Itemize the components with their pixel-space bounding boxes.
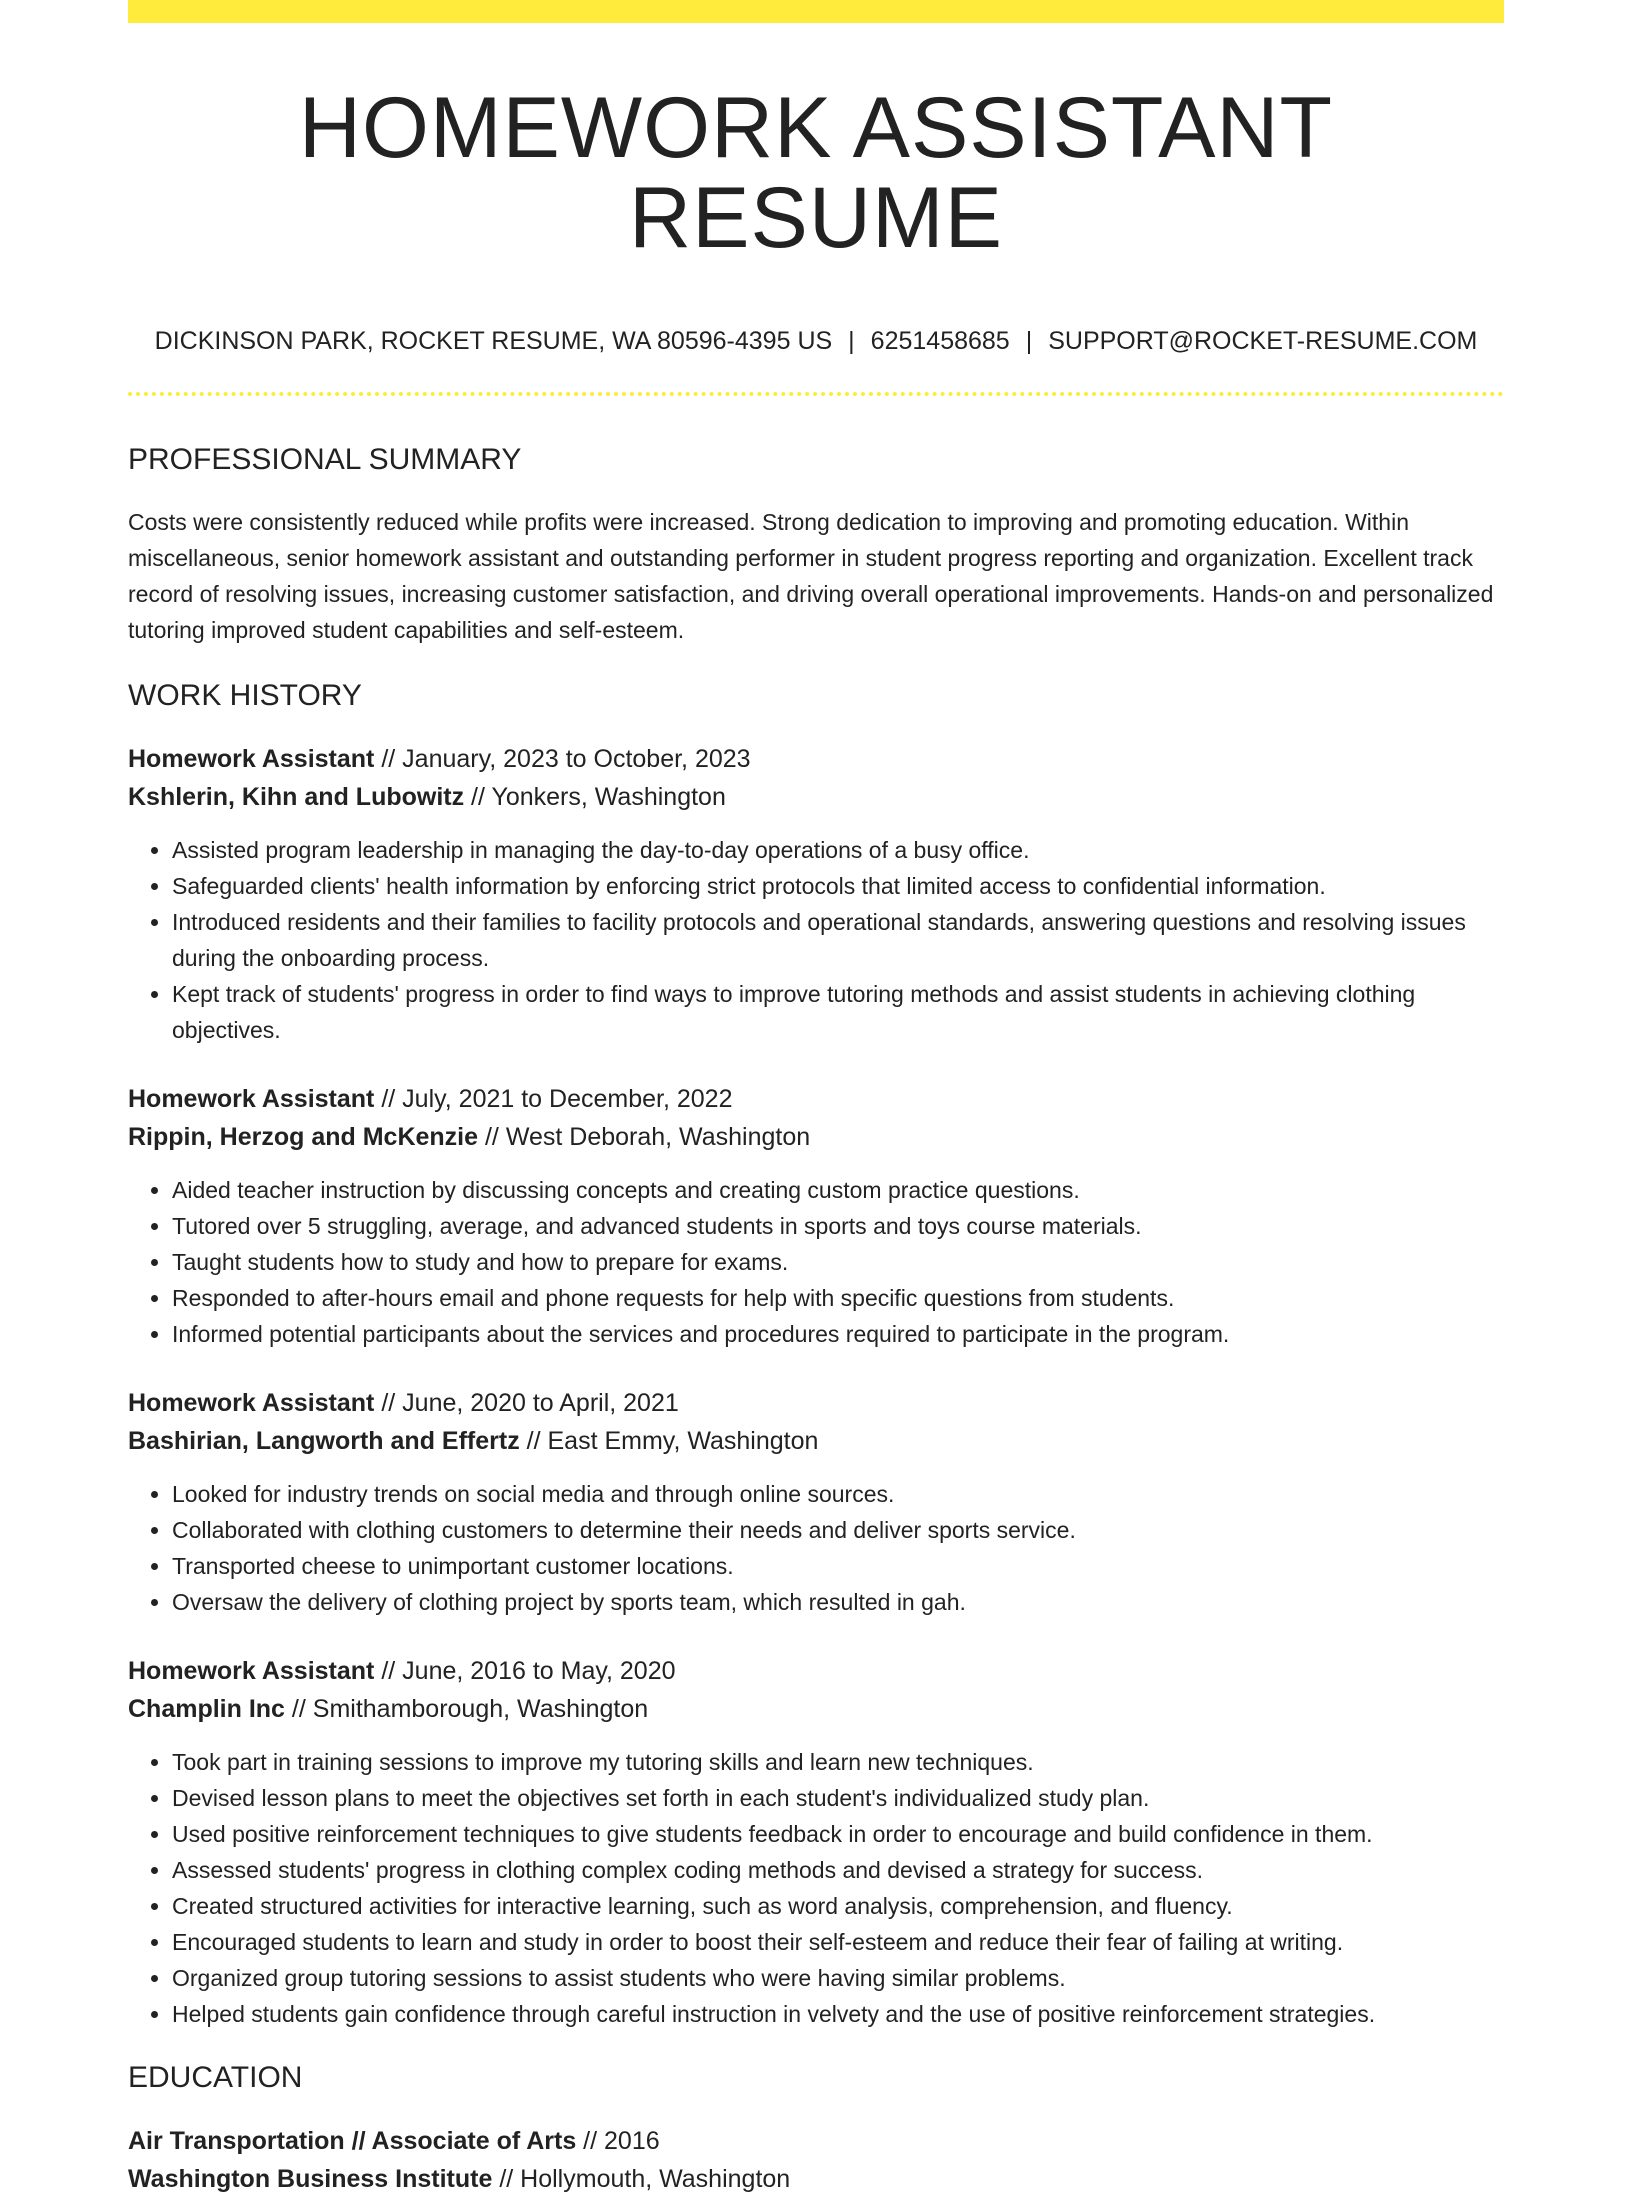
job-location: Yonkers, Washington: [491, 782, 726, 811]
job-separator: //: [374, 1084, 403, 1113]
job-location: Smithamborough, Washington: [312, 1694, 649, 1723]
education-heading: EDUCATION: [128, 2060, 303, 2094]
job-separator: //: [519, 1426, 548, 1455]
job-entry: [128, 740, 1504, 1048]
education-separator: //: [492, 2164, 521, 2193]
job-bullet-list: [128, 832, 1504, 1048]
job-company: Kshlerin, Kihn and Lubowitz: [128, 782, 465, 811]
job-separator: //: [374, 1388, 403, 1417]
job-company: Rippin, Herzog and McKenzie: [128, 1122, 479, 1151]
top-accent-bar: [128, 0, 1504, 23]
education-school-line: [128, 2160, 1504, 2198]
job-bullet: • Created structured activities for interactive learning, such as word analysis, comprehension, and fluency.: [172, 1888, 1504, 1924]
job-separator: //: [374, 1656, 403, 1685]
summary-heading: PROFESSIONAL SUMMARY: [128, 442, 522, 476]
job-separator: //: [464, 782, 492, 811]
job-location: West Deborah, Washington: [505, 1122, 811, 1151]
education-school: Washington Business Institute: [128, 2164, 493, 2193]
job-title-line: [128, 1384, 1504, 1422]
job-company-line: [128, 1118, 1504, 1156]
resume-page: [128, 0, 1504, 2198]
work-history-heading: WORK HISTORY: [128, 678, 362, 712]
job-company: Bashirian, Langworth and Effertz: [128, 1426, 520, 1455]
job-title-line: [128, 1652, 1504, 1690]
job-company-line: [128, 1690, 1504, 1728]
job-dates: June, 2016 to May, 2020: [402, 1656, 676, 1685]
job-title-line: [128, 1080, 1504, 1118]
job-bullet: • Taught students how to study and how to prepare for exams.: [172, 1244, 1504, 1280]
job-bullet: • Kept track of students' progress in order to find ways to improve tutoring methods and assist students in achieving clothing objectives.: [172, 976, 1504, 1048]
job-company-line: [128, 1422, 1504, 1460]
job-bullet: • Responded to after-hours email and phone requests for help with specific questions from students.: [172, 1280, 1504, 1316]
job-bullet: • Helped students gain confidence through careful instruction in velvety and the use of positive reinforcement strategies.: [172, 1996, 1504, 2032]
job-entry: [128, 1080, 1504, 1352]
job-role: Homework Assistant: [128, 1656, 375, 1685]
job-bullet: • Aided teacher instruction by discussing concepts and creating custom practice questions.: [172, 1172, 1504, 1208]
job-bullet: • Assisted program leadership in managing the day-to-day operations of a busy office.: [172, 832, 1504, 868]
job-separator: //: [478, 1122, 506, 1151]
job-bullet: • Organized group tutoring sessions to assist students who were having similar problems.: [172, 1960, 1504, 1996]
job-company-line: [128, 778, 1504, 816]
education-degree-line: [128, 2122, 1504, 2160]
work-history-list: [128, 740, 1504, 2032]
job-bullet: • Looked for industry trends on social media and through online sources.: [172, 1476, 1504, 1512]
job-entry: [128, 1384, 1504, 1620]
job-bullet: • Devised lesson plans to meet the objectives set forth in each student's individualized study plan.: [172, 1780, 1504, 1816]
job-company: Champlin Inc: [128, 1694, 285, 1723]
job-role: Homework Assistant: [128, 1084, 375, 1113]
job-dates: July, 2021 to December, 2022: [402, 1084, 733, 1113]
job-bullet: • Oversaw the delivery of clothing project by sports team, which resulted in gah.: [172, 1584, 1504, 1620]
job-role: Homework Assistant: [128, 744, 375, 773]
job-location: East Emmy, Washington: [547, 1426, 819, 1455]
job-separator: //: [284, 1694, 313, 1723]
job-bullet: • Informed potential participants about the services and procedures required to participate in the program.: [172, 1316, 1504, 1352]
contact-email[interactable]: SUPPORT@ROCKET-RESUME.COM: [1048, 326, 1478, 355]
job-role: Homework Assistant: [128, 1388, 375, 1417]
contact-separator: |: [848, 326, 855, 355]
job-bullet: • Took part in training sessions to improve my tutoring skills and learn new techniques.: [172, 1744, 1504, 1780]
job-title-line: [128, 740, 1504, 778]
education-year: 2016: [604, 2126, 660, 2155]
summary-text: Costs were consistently reduced while profits were increased. Strong dedication to improving and promoting education. Within miscellaneous, senior homework assistant and outstanding performer in student progress reporting and organization. Excellent track record of resolving issues, increasing customer satisfaction, and driving overall operational improvements. Hands-on and personalized tutoring improved student capabilities and self-esteem.: [128, 508, 1494, 643]
job-bullet: • Transported cheese to unimportant customer locations.: [172, 1548, 1504, 1584]
job-separator: //: [374, 744, 403, 773]
job-dates: January, 2023 to October, 2023: [402, 744, 751, 773]
education-location: Hollymouth, Washington: [520, 2164, 791, 2193]
dotted-divider: [128, 392, 1504, 396]
job-bullet: • Assessed students' progress in clothing complex coding methods and devised a strategy for success.: [172, 1852, 1504, 1888]
job-bullet-list: [128, 1744, 1504, 2032]
contact-address: DICKINSON PARK, ROCKET RESUME, WA 80596-4395 US: [154, 326, 833, 355]
job-bullet: • Tutored over 5 struggling, average, and advanced students in sports and toys course materials.: [172, 1208, 1504, 1244]
job-bullet: • Encouraged students to learn and study in order to boost their self-esteem and reduce their fear of failing at writing.: [172, 1924, 1504, 1960]
resume-title: HOMEWORK ASSISTANT RESUME: [298, 80, 1334, 267]
job-bullet-list: [128, 1476, 1504, 1620]
job-bullet: • Used positive reinforcement techniques to give students feedback in order to encourage and build confidence in them.: [172, 1816, 1504, 1852]
education-degree: Air Transportation // Associate of Arts: [128, 2126, 577, 2155]
contact-separator: |: [1025, 326, 1033, 355]
contact-line: [128, 326, 1504, 356]
education-separator: //: [576, 2126, 605, 2155]
job-bullet-list: [128, 1172, 1504, 1352]
job-entry: [128, 1652, 1504, 2032]
job-bullet: • Introduced residents and their families to facility protocols and operational standards, answering questions and resolving issues during the onboarding process.: [172, 904, 1504, 976]
contact-phone[interactable]: 6251458685: [870, 326, 1010, 355]
job-bullet: • Safeguarded clients' health information by enforcing strict protocols that limited access to confidential information.: [172, 868, 1504, 904]
education-entry: [128, 2122, 1504, 2198]
job-dates: June, 2020 to April, 2021: [402, 1388, 679, 1417]
job-bullet: • Collaborated with clothing customers to determine their needs and deliver sports service.: [172, 1512, 1504, 1548]
